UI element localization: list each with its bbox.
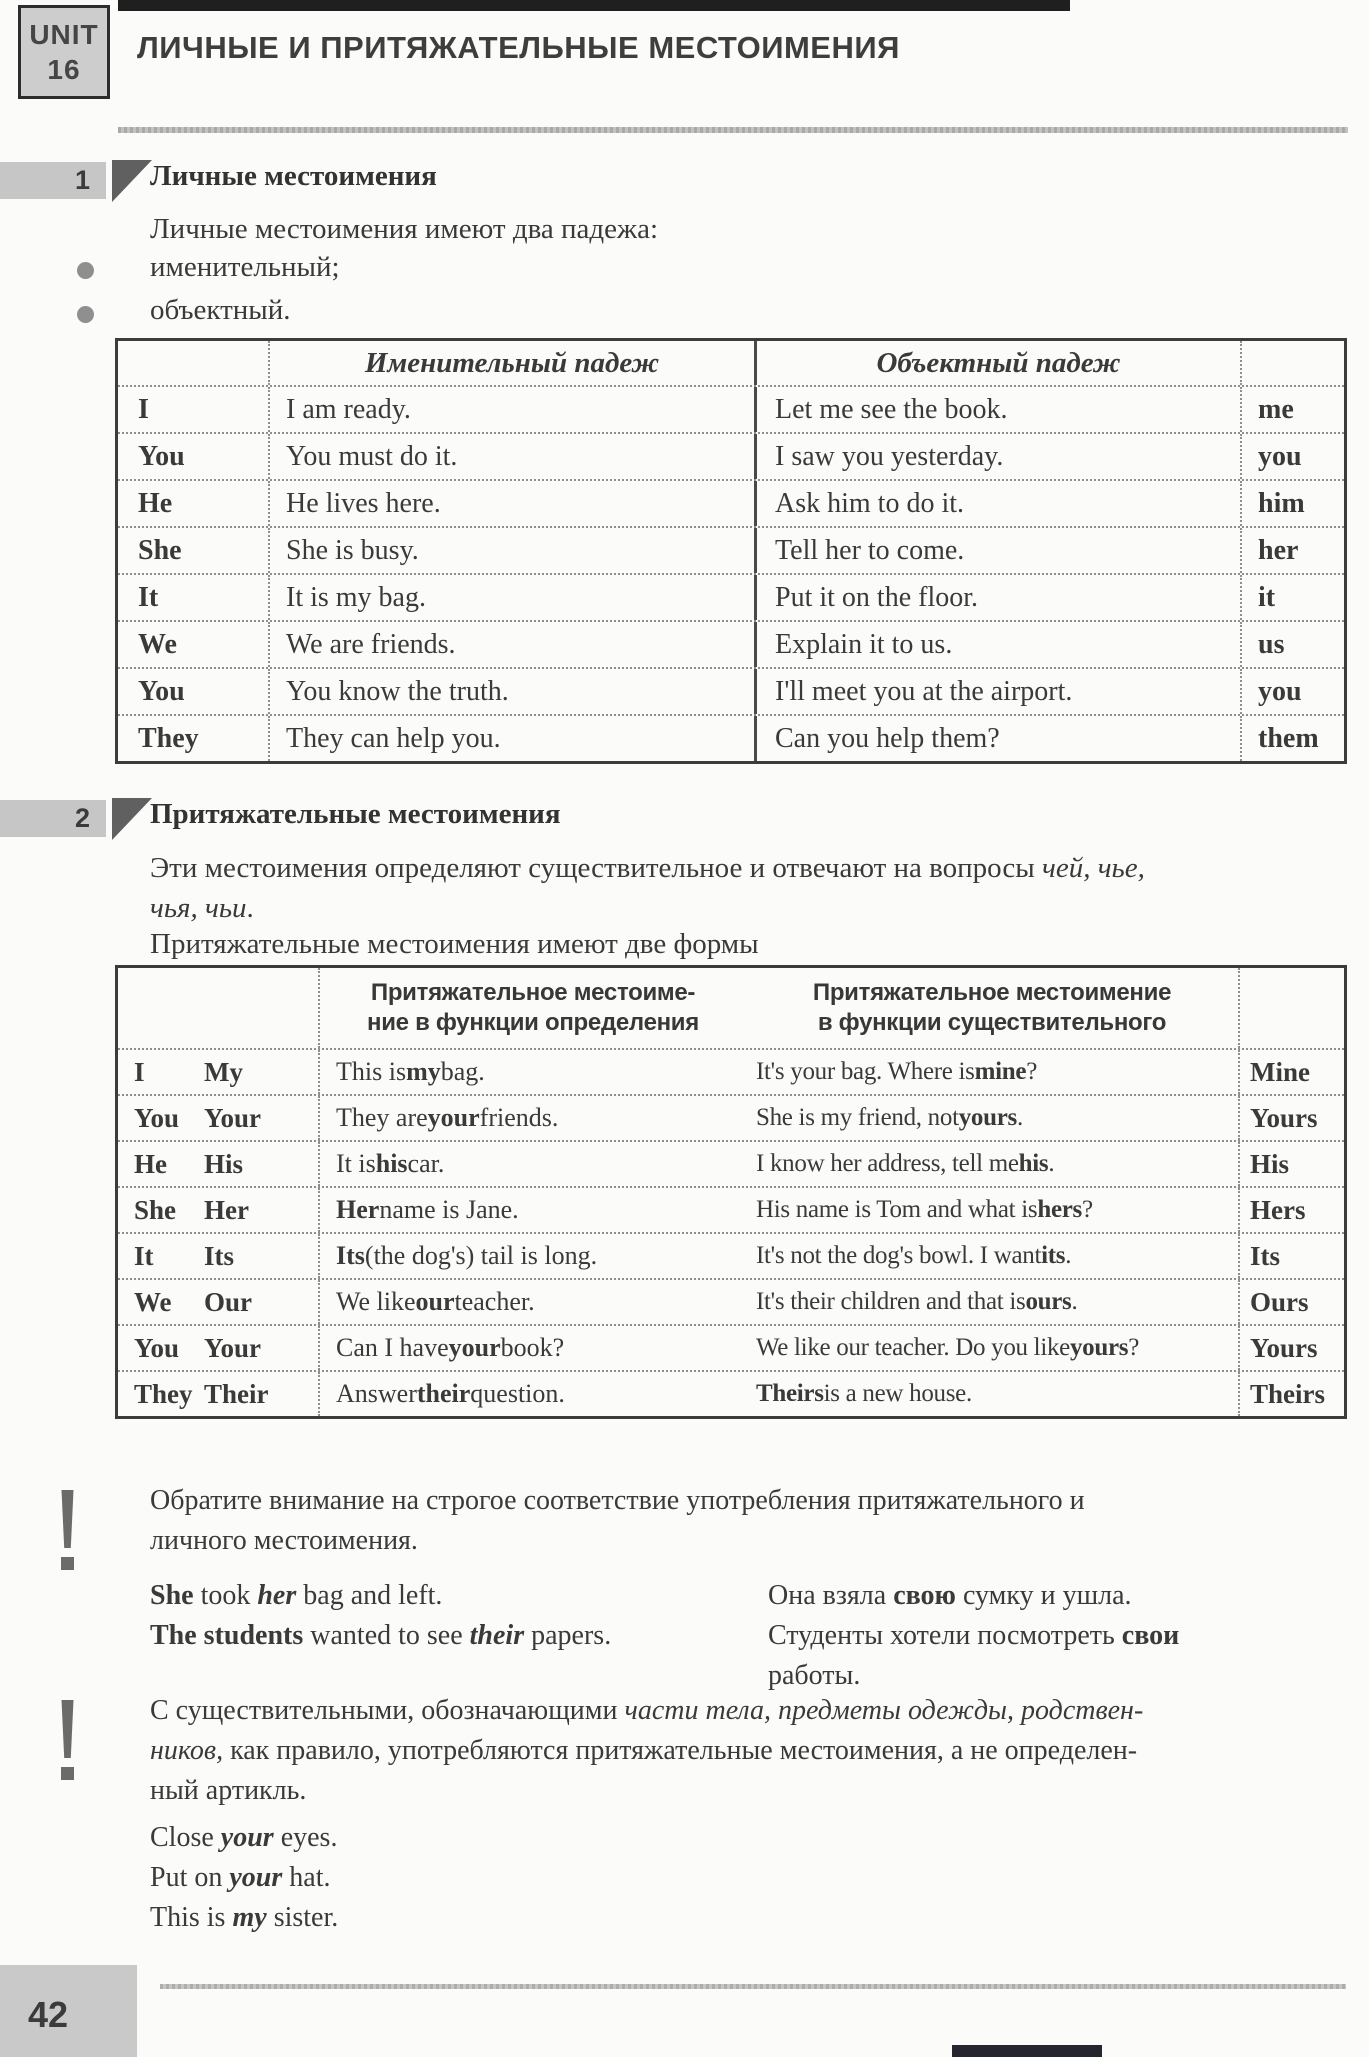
- objective-example: Can you help them?: [754, 716, 1240, 761]
- pronoun-subject: You: [138, 440, 185, 472]
- note2-text-line: ников, как правило, употребляются притяжательные местоимения, а не определен-: [150, 1735, 1138, 1766]
- example-english: The students wanted to see their papers.: [150, 1620, 612, 1651]
- pronoun-absolute: Mine: [1238, 1050, 1338, 1094]
- pronoun-absolute: His: [1238, 1142, 1338, 1186]
- pronoun-subject: She: [134, 1194, 177, 1225]
- example-english: She took her bag and left.: [150, 1580, 443, 1611]
- section1-intro: Личные местоимения имеют два падежа:: [150, 213, 658, 245]
- page-number: 42: [28, 1994, 69, 2035]
- header-line: Притяжательное местоимение: [812, 979, 1172, 1006]
- table-row: [118, 432, 1344, 479]
- nominal-example: It's not the dog's bowl. I want its .: [756, 1242, 1072, 1269]
- table-row: [118, 1278, 1344, 1324]
- table-row: [118, 714, 1344, 761]
- pronoun-subject: They: [134, 1378, 193, 1409]
- pronoun-possessive: Your: [204, 1332, 262, 1363]
- nominal-example: His name is Tom and what is hers ?: [756, 1196, 1093, 1223]
- table-row: [118, 1140, 1344, 1186]
- exclamation-icon: [60, 1700, 78, 1780]
- bottom-edge-mark: [952, 2045, 1102, 2057]
- example-russian: Студенты хотели посмотреть свои: [768, 1620, 1180, 1651]
- pronoun-possessive: Your: [204, 1102, 262, 1133]
- pronoun-object: them: [1240, 716, 1341, 761]
- unit-badge: [18, 5, 110, 99]
- header-empty-cell: [118, 968, 204, 1048]
- section2-intro-line: Эти местоимения определяют существительное и отвечают на вопросы чей, чье,: [150, 852, 1145, 884]
- nominative-example: It is my bag.: [268, 575, 754, 620]
- pronoun-subject: You: [134, 1102, 180, 1133]
- exclamation-icon: [60, 1490, 78, 1570]
- header-nominal: [746, 968, 1238, 1048]
- pronoun-possessive: His: [204, 1148, 244, 1179]
- pronoun-absolute: Yours: [1238, 1326, 1338, 1370]
- pronoun-subject: It: [138, 581, 159, 613]
- example-russian: работы.: [768, 1660, 861, 1691]
- bullet-icon: [77, 262, 94, 279]
- pronoun-subject: She: [138, 534, 182, 566]
- table-row: [118, 1048, 1344, 1094]
- pronoun-subject: It: [134, 1240, 154, 1271]
- section1-number-badge: [0, 162, 106, 199]
- objective-example: Let me see the book.: [754, 387, 1240, 432]
- note2-text-line: ный артикль.: [150, 1775, 307, 1806]
- pronoun-absolute: Its: [1238, 1234, 1338, 1278]
- page-number-box: [0, 1965, 137, 2057]
- table-row: [118, 1232, 1344, 1278]
- pronoun-subject: You: [134, 1332, 180, 1363]
- nominative-example: We are friends.: [268, 622, 754, 667]
- note1-text-line: личного местоимения.: [150, 1525, 418, 1556]
- table-row: [118, 667, 1344, 714]
- pronoun-object: you: [1240, 434, 1341, 479]
- pronoun-possessive: Our: [204, 1286, 253, 1317]
- section1-number: 1: [74, 165, 90, 195]
- example-english: Put on your hat.: [150, 1862, 331, 1893]
- nominative-example: I am ready.: [268, 387, 754, 432]
- bullet-item: объектный.: [150, 294, 291, 326]
- nominal-example: I know her address, tell me his .: [756, 1150, 1055, 1177]
- section2-heading: Притяжательные местоимения: [150, 798, 561, 830]
- pronoun-subject: He: [138, 487, 173, 519]
- nominative-example: You know the truth.: [268, 669, 754, 714]
- nominative-example: He lives here.: [268, 481, 754, 526]
- header-line: ние в функции определения: [367, 1009, 699, 1036]
- header-empty-cell: [1238, 968, 1338, 1048]
- pronoun-subject: We: [134, 1286, 172, 1317]
- attributive-example: We like our teacher.: [318, 1280, 746, 1324]
- table-header-row: [118, 341, 1344, 385]
- header-nominative-case: Именительный падеж: [268, 341, 754, 385]
- section1-badge-triangle-icon: [112, 160, 152, 202]
- section1-heading: Личные местоимения: [150, 160, 437, 192]
- nominative-example: She is busy.: [268, 528, 754, 573]
- section2-badge-triangle-icon: [112, 798, 152, 840]
- table-row: [118, 1370, 1344, 1416]
- table-row: [118, 1094, 1344, 1140]
- table-row: [118, 573, 1344, 620]
- objective-example: Ask him to do it.: [754, 481, 1240, 526]
- pronoun-object: him: [1240, 481, 1341, 526]
- attributive-example: Her name is Jane.: [318, 1188, 746, 1232]
- table-row: [118, 1324, 1344, 1370]
- header-attributive: [318, 968, 746, 1048]
- pronoun-object: her: [1240, 528, 1341, 573]
- table-row: [118, 526, 1344, 573]
- attributive-example: Its (the dog's) tail is long.: [318, 1234, 746, 1278]
- page-title: ЛИЧНЫЕ И ПРИТЯЖАТЕЛЬНЫЕ МЕСТОИМЕНИЯ: [137, 30, 900, 65]
- section2-intro-line: Притяжательные местоимения имеют две формы: [150, 928, 759, 960]
- attributive-example: Answer their question.: [318, 1372, 746, 1416]
- nominal-example: She is my friend, not yours .: [756, 1104, 1023, 1131]
- objective-example: Tell her to come.: [754, 528, 1240, 573]
- pronoun-object: us: [1240, 622, 1341, 667]
- unit-number: 16: [47, 54, 81, 85]
- nominal-example: It's their children and that is ours .: [756, 1288, 1078, 1315]
- objective-example: I'll meet you at the airport.: [754, 669, 1240, 714]
- header-empty-cell: [204, 968, 318, 1048]
- footer-divider: [160, 1984, 1346, 1989]
- section2-number-badge: [0, 800, 106, 837]
- table-row: [118, 385, 1344, 432]
- header-line: в функции существительного: [817, 1009, 1167, 1036]
- objective-example: Put it on the floor.: [754, 575, 1240, 620]
- header-empty-cell: [1240, 341, 1341, 385]
- table-row: [118, 1186, 1344, 1232]
- pronoun-subject: They: [138, 722, 199, 754]
- header-empty-cell: [118, 341, 268, 385]
- pronoun-subject: You: [138, 675, 185, 707]
- pronoun-object: it: [1240, 575, 1341, 620]
- pronoun-absolute: Ours: [1238, 1280, 1338, 1324]
- note2-text-line: С существительными, обозначающими части тела, предметы одежды, родствен-: [150, 1695, 1144, 1726]
- pronoun-absolute: Hers: [1238, 1188, 1338, 1232]
- pronoun-possessive: Its: [204, 1240, 235, 1271]
- table-header-row: [118, 968, 1344, 1048]
- pronoun-object: me: [1240, 387, 1341, 432]
- top-black-bar: [118, 0, 1070, 11]
- nominative-example: You must do it.: [268, 434, 754, 479]
- bullet-icon: [77, 306, 94, 323]
- pronoun-absolute: Theirs: [1238, 1372, 1338, 1416]
- pronoun-absolute: Yours: [1238, 1096, 1338, 1140]
- pronoun-possessive: My: [204, 1056, 243, 1087]
- pronoun-possessive: Their: [204, 1378, 269, 1409]
- personal-pronouns-table: [115, 338, 1347, 764]
- nominal-example: We like our teacher. Do you like yours ?: [756, 1334, 1140, 1361]
- bullet-item: именительный;: [150, 251, 340, 283]
- pronoun-subject: We: [138, 628, 177, 660]
- note1-text-line: Обратите внимание на строгое соответствие употребления притяжательного и: [150, 1485, 1085, 1516]
- pronoun-object: you: [1240, 669, 1341, 714]
- section2-number: 2: [74, 803, 90, 833]
- pronoun-subject: He: [134, 1148, 167, 1179]
- possessive-pronouns-table: [115, 965, 1347, 1419]
- header-line: Притяжательное местоиме-: [370, 979, 696, 1006]
- table-row: [118, 620, 1344, 667]
- section2-intro-line: чья, чьи.: [150, 892, 254, 924]
- table-row: [118, 479, 1344, 526]
- attributive-example: Can I have your book?: [318, 1326, 746, 1370]
- pronoun-subject: I: [138, 393, 149, 425]
- attributive-example: It is his car.: [318, 1142, 746, 1186]
- example-english: Close your eyes.: [150, 1822, 338, 1853]
- attributive-example: This is my bag.: [318, 1050, 746, 1094]
- attributive-example: They are your friends.: [318, 1096, 746, 1140]
- nominal-example: Theirs is a new house.: [756, 1380, 972, 1407]
- title-divider: [118, 127, 1348, 133]
- pronoun-possessive: Her: [204, 1194, 249, 1225]
- nominative-example: They can help you.: [268, 716, 754, 761]
- objective-example: Explain it to us.: [754, 622, 1240, 667]
- example-russian: Она взяла свою сумку и ушла.: [768, 1580, 1132, 1611]
- header-objective-case: Объектный падеж: [754, 341, 1240, 385]
- pronoun-subject: I: [134, 1056, 145, 1087]
- objective-example: I saw you yesterday.: [754, 434, 1240, 479]
- unit-label: UNIT: [29, 19, 99, 50]
- nominal-example: It's your bag. Where is mine ?: [756, 1058, 1037, 1085]
- example-english: This is my sister.: [150, 1902, 339, 1933]
